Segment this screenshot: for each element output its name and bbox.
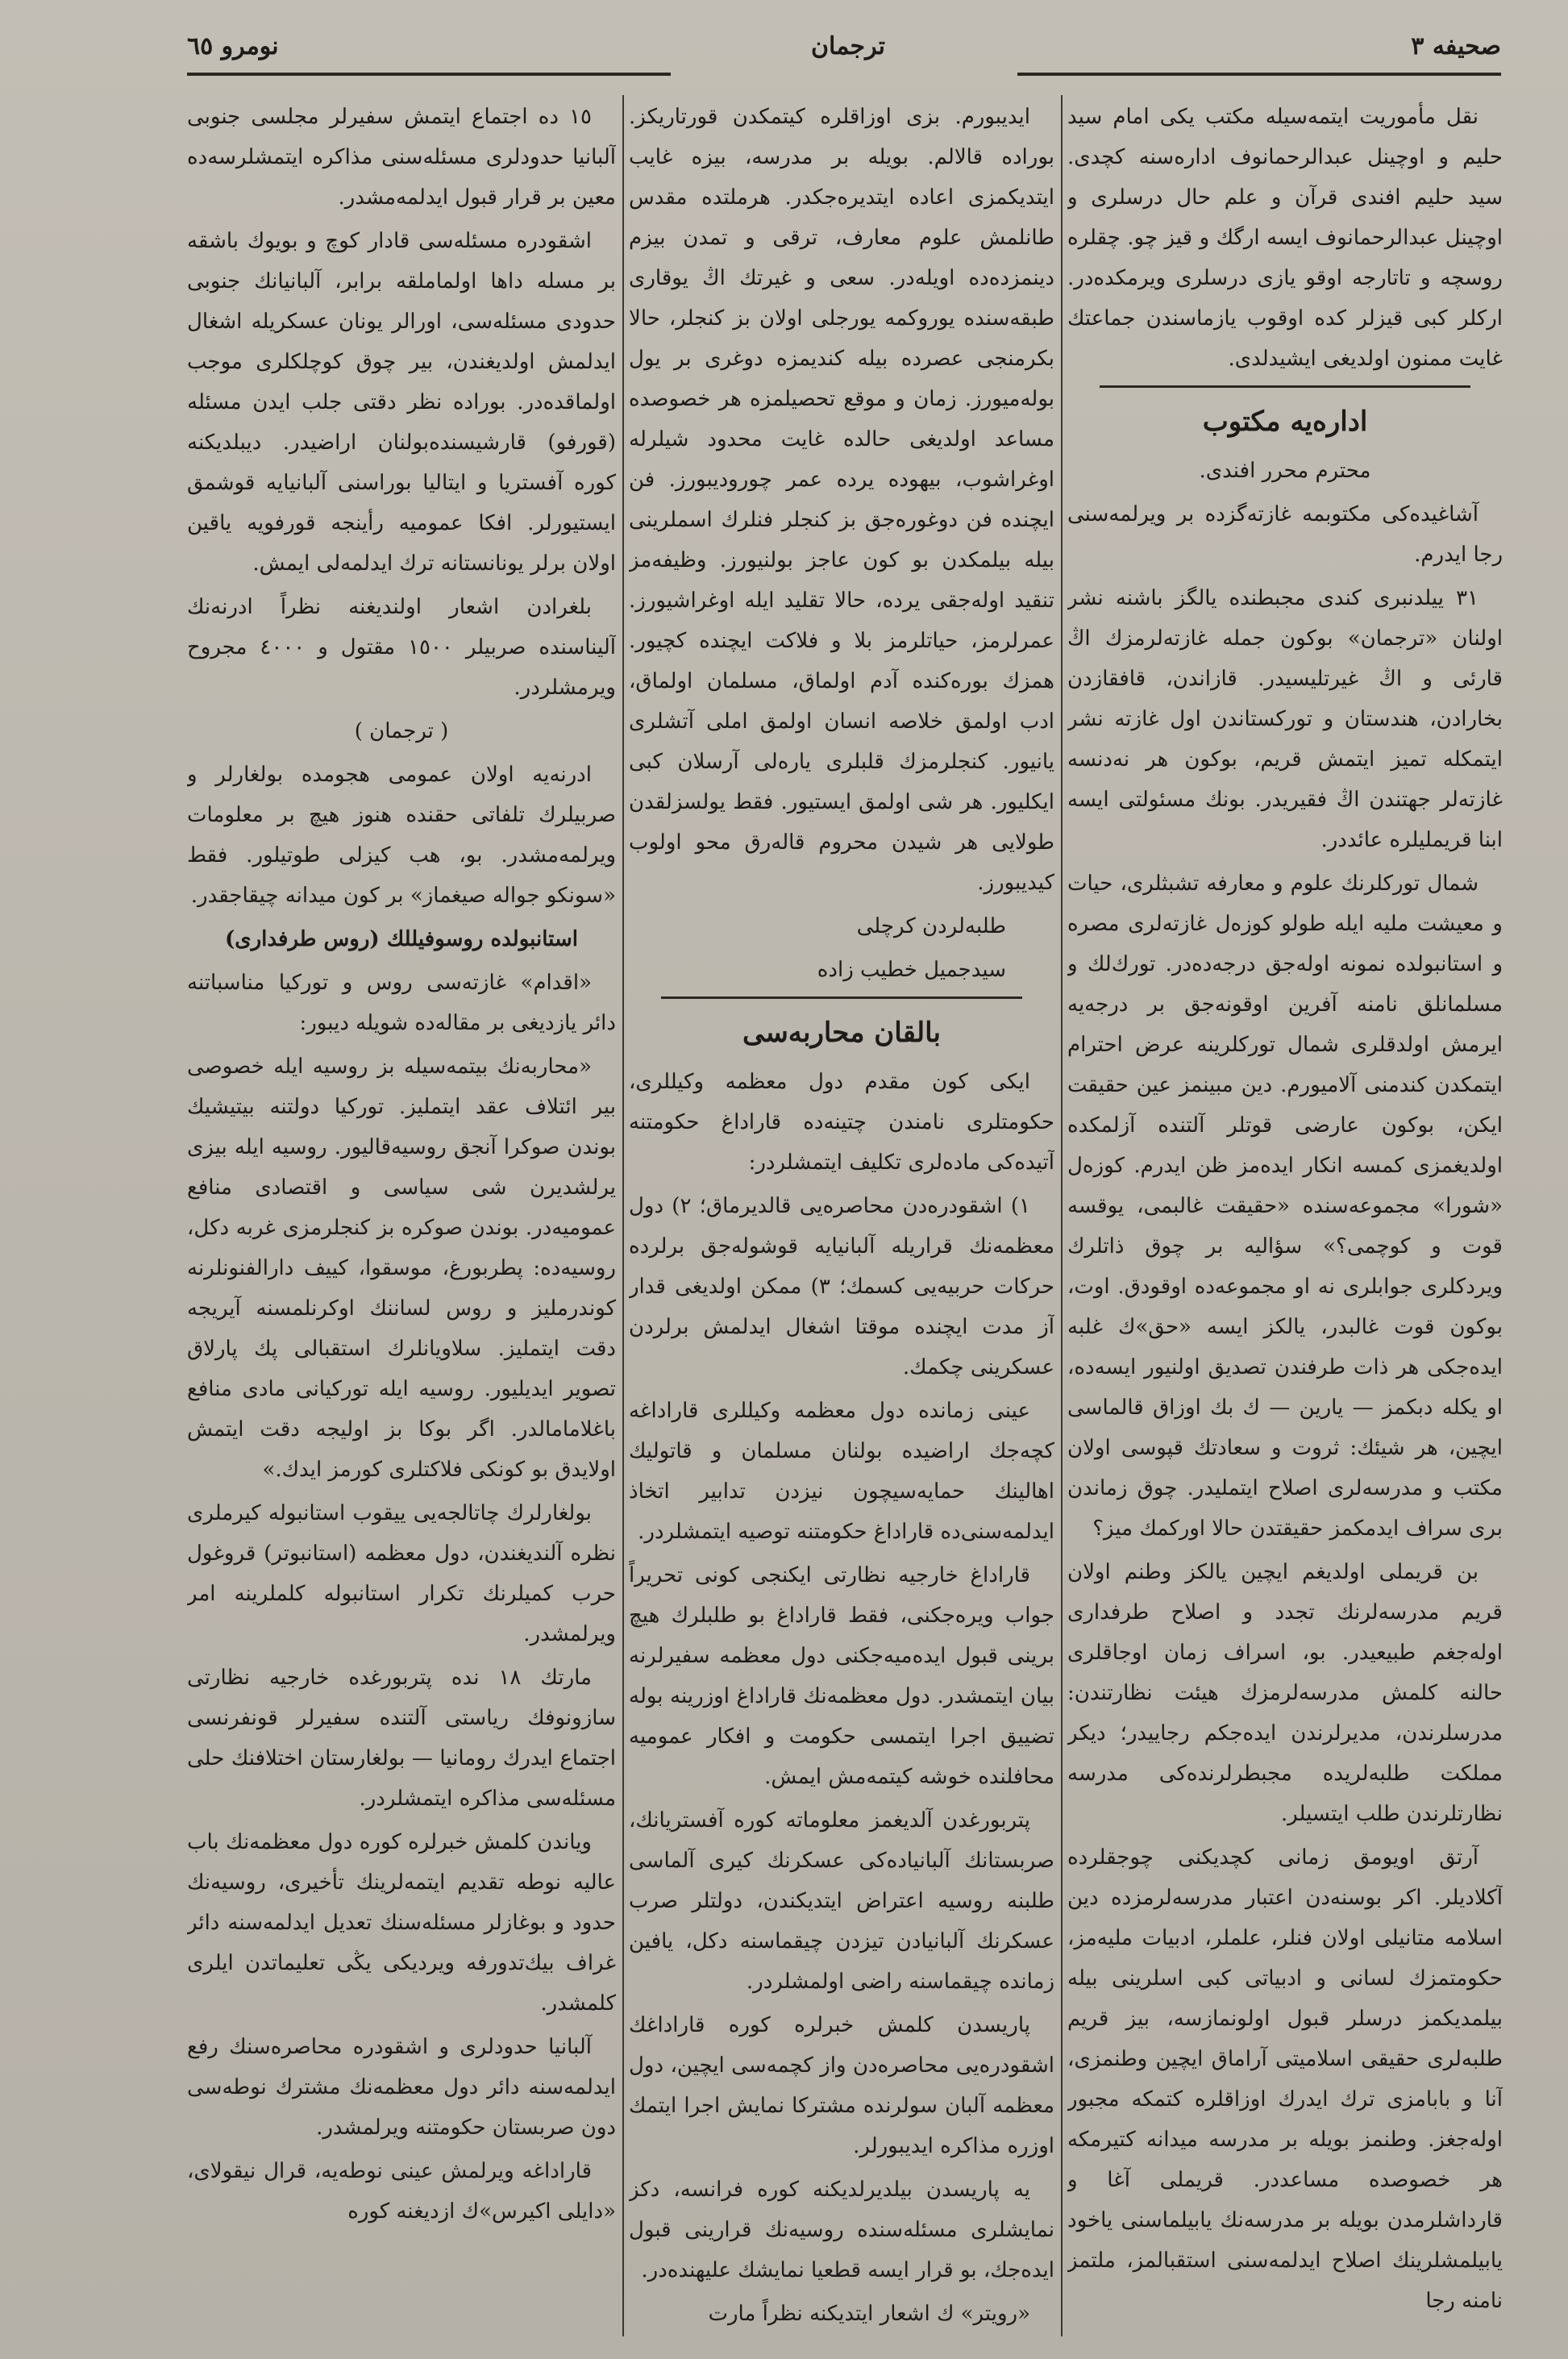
article-paragraph: بولغارلرك چاتالجه‌يى ييقوب استانبوله كيرملرى نظره آلنديغندن، دول معظمه (استانبوتر) قروغول حرب كميلرنك تكرار استانبوله كلملرينه امر ويرلمشدر. xyxy=(187,1501,616,1646)
column-left xyxy=(187,97,616,2338)
news-heading: استانبولده روسوفيللك (روس طرفدارى) xyxy=(224,927,579,951)
column-middle xyxy=(629,97,1054,2338)
article-paragraph: ٣١ ييلدنبرى كندى مجبطنده يالگز باشنه نشر اولنان «ترجمان» بوكون جمله غازته‌لرمزك اڭ قارئى و اڭ غيرتليسيدر. قازاندن، قافقازدن بخارادن، هندستان و توركستاندن اول غازته نشر ايتمكله تميز ايتمش قريم، بوكون هر نه‌دنسه غازته‌لر جهتندن اڭ فقيريدر. بونك مسئولتى ايسه ابنا قريمليلره عائددر. xyxy=(1067,586,1503,852)
section-title: بالقان محاربه‌سى xyxy=(742,1017,941,1049)
column-divider-right xyxy=(1061,95,1063,2336)
section-divider xyxy=(1100,385,1470,388)
article-paragraph: «محاربه‌نك بيتمه‌سيله بز روسيه ايله خصوصى بير ائتلاف عقد ايتمليز. توركيا دولتنه بيتيشيك بوندن صوكرا آنجق روسيه‌قاليور. روسيه ايله بيزى يرلشديرن شى سياسى و اقتصادى منافع عموميه‌در. بوندن صوكره بز كنجلرمزى غربه دكل، روسيه‌ده: پطربورغ، موسقوا، كييف دارالفنونلرنه كوندرمليز و روس لساننك اوكرنلمسنه آيريجه دقت ايتمليز. سلاويانلرك استقبالى پك پارلاق تصوير ايديليور. روسيه ايله توركيانى مادى منافع باغلامامالدر. اگر بوكا بز اوليجه دقت ايتمش اولايدق بو كونكى فلاكتلرى كورمز ايدك.» xyxy=(187,1055,616,1482)
article-paragraph: وياندن كلمش خبرلره كوره دول معظمه‌نك باب عاليه نوطه تقديم ايتمه‌لرينك تأخيرى، روسيه‌نك حدود و بوغازلر مسئله‌سنك تعديل ايدلمه‌سنه دائر غراف بيك‌تدورفه ويرديكى يڭى تعليماتدن ايلرى كلمشدر. xyxy=(187,1830,616,2016)
column-right xyxy=(1067,97,1503,2338)
article-paragraph: شمال توركلرنك علوم و معارفه تشبثلرى، حيات و معيشت مليه ايله طولو كوزه‌ل غازته‌لرى مصره و استانبولده نمونه اوله‌جق درجه‌ده‌در. تورك‌لك و مسلمانلق نامنه آفرين اوقونه‌جق بر درجه‌يه ايرمش اولدقلرى شمال توركلرينه عرض احترام ايتمكدن كندمنى آلاميورم. دين مبينمز عين حقيقت ايكن، بوكون عارضى قوتلر آلتنده آزلمكده اولديغمزى كمسه انكار ايده‌مز ظن ايدرم. كوزه‌ل «شورا» مجموعه‌سنده «حقيقت غالبمى، يوقسه قوت و كوچمى؟» سؤاليه بر چوق ذاتلرك ويردكلرى جوابلرى نه او مجموعه‌ده اوقودق. اوت، بوكون قوت غالبدر، يالكز ايسه «حق»ك غلبه ايده‌جكى هر ذات طرفندن تصديق اولنيور ايسه‌ده، او يكله دبكمز — يارين — ك بك اوزاق قالماسى ايچين، هر شيئك: ثروت و سعادتك قپوسى اولان مكتب و مدرسه‌لرى اصلاح ايتمليدر. چوق زماندن برى سراف ايدمكمز حقيقتدن حالا اوركمك ميز؟ xyxy=(1067,872,1503,1541)
article-paragraph: پتربورغدن آلديغمز معلوماته كوره آفستريانك، صربستانك آلبانياده‌كى عسكرنك كيرى آلماسى طلبنه روسيه اعتراض ايتديكندن، دولتلر صرب عسكرنك آلبانيادن تيزدن چيقماسنه دكل، يافين زمانده چيقماسنه راضى اولمشلردر. xyxy=(629,1808,1054,1994)
header-rule-right xyxy=(1017,73,1501,76)
article-paragraph: اشقودره مسئله‌سى قادار كوچ و بويوك باشقه بر مسله داها اولماملقه برابر، آلبانيانك جنوبى حدودى مسئله‌سى، اورالر يونان عسكريله اشغال ايدلمش اولديغندن، بير چوق كوچلكلرى موجب اولماقده‌در. بوراده نظر دقتى جلب ايدن مسئله (قورفو) قارشيسنده‌بولنان اراضيدر. ديبلديكنه كوره آفستريا و ايتاليا بوراسنى آلبانيايه قوشمق ايستيورلر. افكا عموميه رأينجه قورفويه ياقين اولان برلر يونانستانه ترك ايدلمه‌لى ايمش. xyxy=(187,229,616,576)
article-paragraph: عينى زمانده دول معظمه وكيللرى قاراداغه كچه‌جك اراضيده بولنان مسلمان و قاتوليك اهالينك حمايه‌سيچون نيزدن تدابير اتخاذ ايدلمه‌سنى‌ده قاراداغ حكومتنه توصيه ايتمشلردر. xyxy=(629,1399,1054,1544)
letter-salutation: محترم محرر افندى. xyxy=(1199,459,1371,483)
article-paragraph: قاراداغه ويرلمش عينى نوطه‌يه، قرال نيقولاى، «دايلى اكيرس»ك ازديغنه كوره xyxy=(187,2159,616,2224)
article-paragraph: ادرنه‌يه اولان عمومى هجومده بولغارلر و صربيلرك تلفاتى حقنده هنوز هيچ بر معلومات ويرلمه‌مشدر. بو، هب كيزلى طوتيلور. فقط «سونكو جواله صيغماز» بر كون ميدانه چيقاجقدر. xyxy=(187,763,616,908)
article-paragraph: «رويتر» ك اشعار ايتديكنه نظراً مارت xyxy=(708,2302,1030,2326)
article-paragraph: آشاغيده‌كى مكتوبمه غازته‌گزده بر ويرلمه‌سنى رجا ايدرم. xyxy=(1067,502,1503,567)
article-paragraph: آلبانيا حدودلرى و اشقودره محاصره‌سنك رفع ايدلمه‌سنه دائر دول معظمه‌نك مشترك نوطه‌سى دون صربستان حكومتنه ويرلمشدر. xyxy=(187,2035,616,2140)
column-divider-left xyxy=(622,95,624,2336)
newspaper-title: ترجمان xyxy=(811,32,885,60)
article-paragraph: مارتك ١٨ نده پتربورغده خارجيه نظارتى سازونوفك رياستى آلتنده سفيرلر قونفرنسى اجتماع ايدرك رومانيا — بولغارستان اختلافنك حلى مسئله‌سى مذاكره ايتمشلردر. xyxy=(187,1666,616,1811)
section-divider xyxy=(661,996,1022,999)
article-paragraph: ١٥ ده اجتماع ايتمش سفيرلر مجلسى جنوبى آلبانيا حدودلرى مسئله‌سنى مذاكره ايتمشلرسه‌ده معين بر قرار قبول ايدلمه‌مشدر. xyxy=(187,105,616,210)
article-paragraph: قاراداغ خارجيه نظارتى ايكنجى كونى تحريراً جواب ويره‌جكنى، فقط قاراداغ بو طلبلرك هيچ برينى قبول ايده‌ميه‌جكنى دول معظمه سفيرلرنه بيان ايتمشدر. دول معظمه‌نك قاراداغ اوزرينه بوله تضييق اجرا ايتمسى حكومت و افكار عموميه محافلنده خوشه كيتمه‌مش ايمش. xyxy=(629,1563,1054,1789)
article-paragraph: آرتق اويومق زمانى كچديكنى چوجقلرده آكلاديلر. اكر بوسنه‌دن اعتبار مدرسه‌لرمزده دين اسلامه متانيلى اولان فنلر، علملر، ادبيات مليه‌مز، حكومتمزك لسانى و ادبياتى كبى اسلرينى بيله بيلمديكمز درسلر قبول اولونمازسه، بيز قريم طلبه‌لرى حقيقى اسلاميتى آراماق ايچين وطنمزى، آنا و بابامزى ترك ايدرك اوزاقلره كتمكه مجبور اوله‌جغز. وطنمز بويله بر مدرسه ميدانه كتيرمكه هر خصوصده مساعددر. قريملى آغا و قارداشلرمدن بويله بر مدرسه‌نك يابيلماسنى ياخود يابيلمشلرينك اصلاح ايدلمه‌سنى استقبالمز، ملتمز نامنه رجا xyxy=(1067,1845,1503,2313)
source-credit: ( ترجمان ) xyxy=(354,719,449,743)
article-paragraph: پاريسدن كلمش خبرلره كوره قاراداغك اشقودره‌يى محاصره‌دن واز كچمه‌سى ايچين، دول معظمه آلبان سولرنده مشتركا نمايش اجرا ايتمك اوزره مذاكره ايديبورلر. xyxy=(629,2013,1054,2158)
page-number: صحيفه ٣ xyxy=(1411,32,1501,60)
issue-number: نومرو ٦٥ xyxy=(187,32,279,60)
letter-signature: سيدجميل خطيب زاده xyxy=(817,958,1006,982)
article-paragraph: نقل مأموريت ايتمه‌سيله مكتب يكى امام سيد حليم و اوچينل عبدالرحمانوف اداره‌سنه كچدى. سيد حليم افندى قرآن و علم حال درسلرى و اوچينل عبدالرحمانوف ايسه ارگك و قيز چو. چقلره روسچه و تاتارجه اوقو يازى درسلرى ويرمكده‌در. اركلر كبى قيزلر كده اوقوب يازماسندن جماعتك غايت ممنون اولديغى ايشيدلدى. xyxy=(1067,105,1503,371)
letter-signature: طلبه‌لردن كرچلى xyxy=(856,914,1006,938)
article-paragraph: ايديبورم. بزى اوزاقلره كيتمكدن قورتاريكز. بوراده قالالم. بويله بر مدرسه، بيزه غايب ايتديكمزى اعاده ايتديره‌جكدر. هرملتده مقدس طانلمش علوم معارف، ترقى و تمدن بيزم دينمزده‌ده اويله‌در. سعى و غيرتك اڭ يوقارى طبقه‌سنده يوروكمه يورجلى اولان بز كنجلر، حالا بكرمنجى عصرده بيله كنديمزه دوغرى بر يول بوله‌ميورز. زمان و موقع تحصيلمزه هر خصوصده مساعد اولديغى حالده غايت محدود شيلرله اوغراشوب، بيهوده يرده عمر چوروديبورز. فن ايچنده فن دوغوره‌جق بز كنجلر فنلرك اسملرينى بيله بيلمكدن بو كون عاجز بولنيورز. وظيفه‌مز تنقيد اوله‌جقى يرده، حالا تقليد ايله اوغراشيورز. عمرلرمز، حياتلرمز بلا و فلاكت ايچنده كچيور. همزك بوره‌كنده آدم اولماق، مسلمان اولماق، ادب اولمق خلاصه انسان اولمق املى آتشلرى يانيور. كنجلرمزك قلبلرى ياره‌لى آرسلان كبى ايكليور. هر شى اولمق ايستيور. فقط يولسزلقدن طولايى هر شيدن محروم قالەرق محو اولوب كيديبورز. xyxy=(629,105,1054,895)
page-header xyxy=(187,26,1501,82)
article-paragraph: ايكى كون مقدم دول معظمه وكيللرى، حكومتلرى نامندن چتينه‌ده قاراداغ حكومتنه آتيده‌كى ماده‌لرى تكليف ايتمشلردر: xyxy=(629,1070,1054,1175)
article-paragraph: يه پاريسدن بيلديرلديكنه كوره فرانسه، دكز نمايشلرى مسئله‌سنده روسيه‌نك قرارينى قبول ايده‌جك، بو قرار ايسه قطعيا نمايشك عليهنده‌در. xyxy=(629,2178,1054,2282)
section-title: اداره‌يه مكتوب xyxy=(1202,406,1368,438)
article-paragraph: بن قريملى اولديغم ايچين يالكز وطنم اولان قريم مدرسه‌لرنك تجدد و اصلاح طرفدارى اوله‌جغم طبيعيدر. بو، اسراف زمان اوجاقلرى حالنه كلمش مدرسه‌لرمزك هيئت نظارتندن: مدرسلرندن، مديرلرندن ايده‌جكم رجاييدر؛ ديكر مملكت طلبه‌لريده مجبطرلرنده‌كى مدرسه نظارتلرندن طلب ايتسيلر. xyxy=(1067,1560,1503,1826)
header-rule-left xyxy=(187,73,671,76)
article-paragraph: «اقدام» غازته‌سى روس و توركيا مناسباتنه دائر يازديغى بر مقاله‌ده شويله ديبور: xyxy=(187,971,616,1035)
article-paragraph: ١) اشقودره‌دن محاصره‌يى قالديرماق؛ ٢) دول معظمه‌نك قراريله آلبانيايه قوشوله‌جق برلرده حركات حربيه‌يى كسمك؛ ٣) ممكن اولديغى قدار آز مدت ايچنده موقتا اشغال ايدلمش برلردن عسكرينى چكمك. xyxy=(629,1194,1054,1379)
article-paragraph: بلغرادن اشعار اولنديغنه نظراً ادرنه‌نك آليناسنده صربيلر ١٥٠٠ مقتول و ٤٠٠٠ مجروح ويرمشلردر. xyxy=(187,595,616,700)
